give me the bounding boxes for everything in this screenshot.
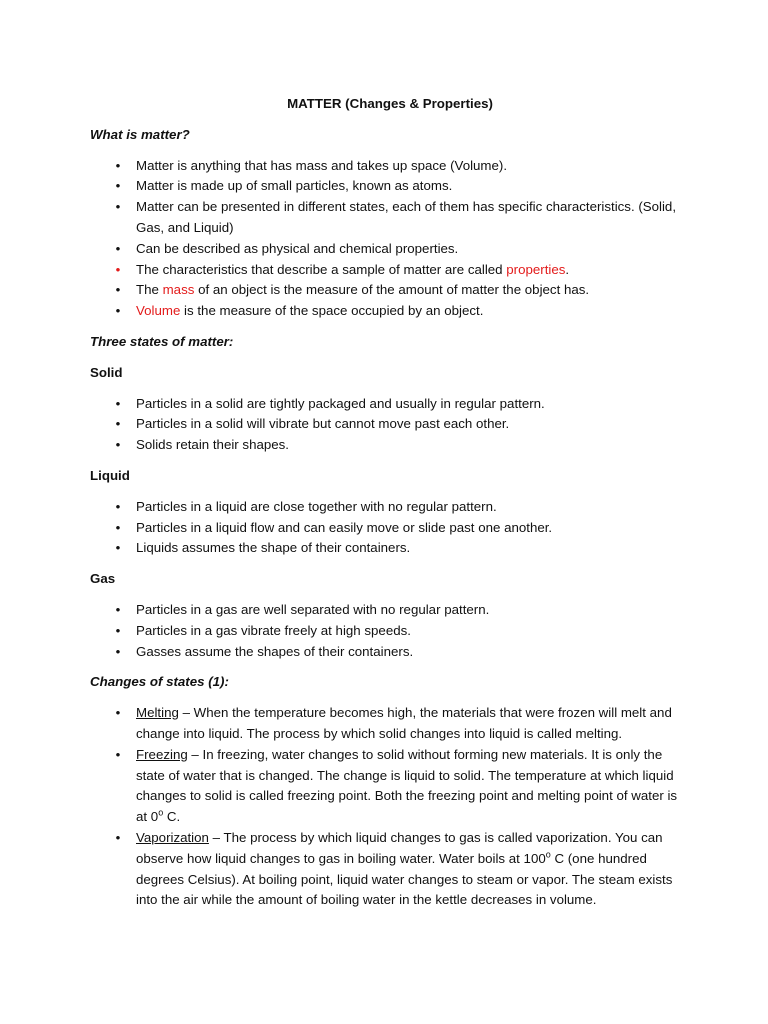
bullet-icon: • — [115, 705, 121, 721]
list-item-text: Matter can be presented in different states, each of them has specific characteristics. (Solid, Gas, and Liquid) — [136, 199, 677, 235]
list-item-text-before: The — [136, 282, 163, 298]
list-item-text: Solids retain their shapes. — [136, 437, 289, 453]
red-bullet-icon: • — [115, 261, 121, 277]
vaporization-description-tail: C (one hundred degrees Celsius). At boiling point, liquid water changes to steam or vapor. The steam exists into the air while the amount of boiling water in the kettle decreases in volume. — [136, 850, 673, 908]
bullet-icon: • — [115, 643, 121, 659]
list-item — [90, 621, 690, 642]
what-is-matter-list — [90, 156, 690, 322]
list-item-text: Matter is made up of small particles, known as atoms. — [136, 178, 453, 194]
list-item-vaporization — [90, 828, 690, 911]
list-item-text: Particles in a liquid are close together with no regular pattern. — [136, 498, 497, 514]
list-item — [90, 414, 690, 435]
list-item — [90, 176, 690, 197]
term-freezing: Freezing — [136, 746, 188, 762]
bullet-icon: • — [115, 240, 121, 256]
list-item — [90, 642, 690, 663]
bullet-icon: • — [115, 829, 121, 845]
term-melting: Melting — [136, 705, 179, 721]
section-heading-changes: Changes of states (1): — [90, 674, 229, 690]
list-item — [90, 156, 690, 177]
list-item-melting — [90, 703, 690, 745]
degree-superscript: o — [158, 807, 164, 818]
bullet-icon: • — [115, 395, 121, 411]
section-heading-states: Three states of matter: — [90, 333, 234, 349]
solid-list — [90, 394, 690, 456]
bullet-icon: • — [115, 601, 121, 617]
list-item-text-after: . — [565, 261, 570, 277]
bullet-icon: • — [115, 178, 121, 194]
list-item-text-after: of an object is the measure of the amount of matter the object has. — [194, 282, 590, 298]
list-item — [90, 538, 690, 559]
vaporization-description: – The process by which liquid changes to gas is called vaporization. You can observe how liquid changes to gas in boiling water. Water boils at 100 — [136, 829, 663, 866]
list-item-text: Particles in a solid will vibrate but cannot move past each other. — [136, 416, 510, 432]
bullet-icon: • — [115, 540, 121, 556]
list-item-text: Liquids assumes the shape of their containers. — [136, 540, 411, 556]
list-item-text: Matter is anything that has mass and takes up space (Volume). — [136, 157, 508, 173]
list-item-text: Particles in a solid are tightly packaged and usually in regular pattern. — [136, 395, 545, 411]
freezing-description: – In freezing, water changes to solid without forming new materials. It is only the state of water that is changed. The change is liquid to solid. The temperature at which liquid changes to solid is called freezing point. Both the freezing point and melting point of water is at 0 — [136, 746, 678, 825]
list-item-freezing — [90, 745, 690, 828]
list-item-text-before: The characteristics that describe a sample of matter are called — [136, 261, 507, 277]
list-item — [90, 600, 690, 621]
changes-list — [90, 703, 690, 911]
bullet-icon: • — [115, 303, 121, 319]
liquid-list — [90, 497, 690, 559]
bullet-icon: • — [115, 519, 121, 535]
list-item — [90, 435, 690, 456]
list-item-text: Gasses assume the shapes of their containers. — [136, 643, 414, 659]
bullet-icon: • — [115, 157, 121, 173]
document-content — [90, 94, 690, 921]
list-item-text: Particles in a liquid flow and can easily move or slide past one another. — [136, 519, 553, 535]
list-item — [90, 239, 690, 260]
list-item — [90, 197, 690, 239]
freezing-description-tail: C. — [163, 809, 181, 825]
page-title: MATTER (Changes & Properties) — [287, 96, 493, 111]
bullet-icon: • — [115, 416, 121, 432]
bullet-icon: • — [115, 437, 121, 453]
bullet-icon: • — [115, 282, 121, 298]
list-item — [90, 280, 690, 301]
section-heading-what-is-matter: What is matter? — [90, 126, 190, 142]
subheading-liquid: Liquid — [90, 467, 130, 483]
list-item — [90, 301, 690, 322]
list-item — [90, 518, 690, 539]
gas-list — [90, 600, 690, 662]
melting-description: – When the temperature becomes high, the materials that were frozen will melt and change into liquid. The process by which solid changes into liquid is called melting. — [136, 705, 672, 741]
bullet-icon: • — [115, 199, 121, 215]
list-item — [90, 394, 690, 415]
subheading-gas: Gas — [90, 571, 116, 587]
list-item-text: Particles in a gas are well separated with no regular pattern. — [136, 601, 490, 617]
list-item — [90, 260, 690, 281]
list-item — [90, 497, 690, 518]
highlight-properties: properties — [506, 261, 566, 277]
degree-superscript: o — [545, 849, 551, 860]
list-item-text: Can be described as physical and chemical properties. — [136, 240, 459, 256]
subheading-solid: Solid — [90, 364, 123, 380]
bullet-icon: • — [115, 746, 121, 762]
highlight-mass: mass — [162, 282, 195, 298]
highlight-volume: Volume — [136, 303, 181, 319]
list-item-text: Particles in a gas vibrate freely at high speeds. — [136, 622, 411, 638]
term-vaporization: Vaporization — [136, 829, 209, 845]
bullet-icon: • — [115, 498, 121, 514]
list-item-text-after: is the measure of the space occupied by an object. — [180, 303, 484, 319]
bullet-icon: • — [115, 622, 121, 638]
